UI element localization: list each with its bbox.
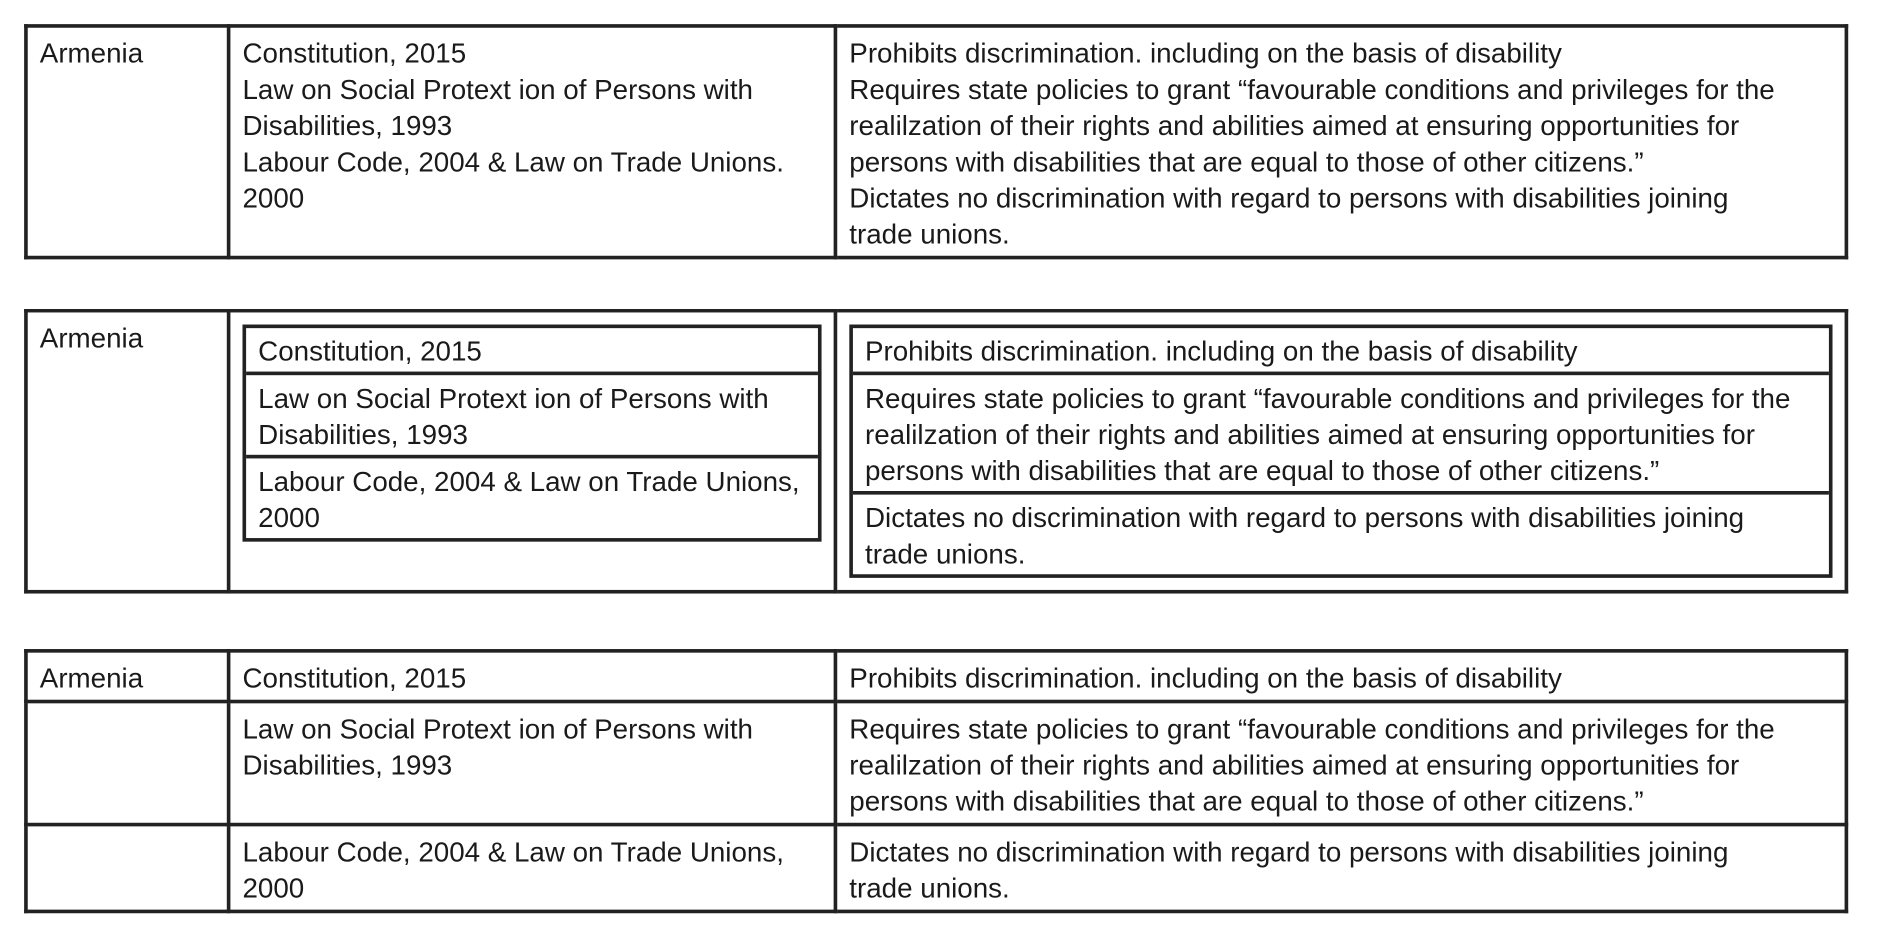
description-line: realilzation of their rights and abilities aimed at ensuring opportunities for: [864, 418, 1755, 450]
law-line: Constitution, 2015: [258, 335, 482, 367]
table-merged-cells: [24, 24, 1848, 259]
description-line: Dictates no discrimination with regard to persons with disabilities joining: [864, 501, 1745, 534]
laws-box-stack: [242, 325, 821, 542]
description-box: [853, 328, 1829, 371]
law-line: 2000: [242, 182, 305, 214]
law-line: 2000: [258, 501, 320, 534]
description-line: Prohibits discrimination. including on the basis of disability: [849, 37, 1562, 69]
description-cell: [835, 825, 1846, 912]
law-line: Labour Code, 2004 & Law on Trade Unions,: [258, 465, 800, 498]
country-cell: [26, 825, 229, 912]
table-separate-rows: [24, 649, 1848, 913]
law-line: 2000: [242, 872, 305, 904]
description-line: persons with disabilities that are equal to those of other citizens.”: [864, 454, 1660, 487]
law-line: Law on Social Protext ion of Persons with: [242, 73, 754, 105]
description-line: Prohibits discrimination. including on the basis of disability: [849, 662, 1562, 694]
country-label: Armenia: [39, 37, 144, 69]
law-line: Constitution, 2015: [242, 662, 467, 694]
description-box: [853, 491, 1829, 574]
table-row: [26, 702, 1846, 825]
description-cell: [835, 702, 1846, 825]
description-box: [853, 372, 1829, 491]
law-line: Law on Social Protext ion of Persons with: [258, 382, 769, 414]
country-cell: [26, 26, 229, 258]
country-cell: [26, 702, 229, 825]
descriptions-box-stack: [849, 325, 1832, 578]
law-box: [246, 328, 818, 371]
descriptions-cell: [835, 311, 1846, 592]
laws-cell: [229, 26, 836, 258]
country-cell: [26, 651, 229, 702]
table-row: [26, 825, 1846, 912]
description-line: realilzation of their rights and abilities aimed at ensuring opportunities for: [849, 749, 1740, 781]
country-label: Armenia: [39, 322, 144, 354]
table-row: [26, 311, 1846, 592]
description-line: Requires state policies to grant “favourable conditions and privileges for the: [864, 382, 1791, 414]
law-cell: [229, 825, 836, 912]
law-cell: [229, 651, 836, 702]
description-line: Prohibits discrimination. including on the basis of disability: [864, 335, 1578, 367]
description-line: trade unions.: [849, 218, 1010, 250]
law-line: Labour Code, 2004 & Law on Trade Unions,: [242, 836, 784, 868]
table-nested-boxes: [24, 309, 1848, 594]
description-line: Requires state policies to grant “favourable conditions and privileges for the: [849, 712, 1775, 745]
description-line: persons with disabilities that are equal to those of other citizens.”: [849, 145, 1644, 178]
law-line: Disabilities, 1993: [242, 749, 453, 781]
description-line: Requires state policies to grant “favourable conditions and privileges for the: [849, 73, 1775, 105]
description-line: Dictates no discrimination with regard to persons with disabilities joining: [849, 182, 1729, 214]
law-line: Constitution, 2015: [242, 37, 467, 69]
law-cell: [229, 702, 836, 825]
table-row: [26, 26, 1846, 258]
country-cell: [26, 311, 229, 592]
country-label: Armenia: [39, 662, 144, 694]
law-line: Disabilities, 1993: [258, 418, 468, 450]
law-line: Labour Code, 2004 & Law on Trade Unions.: [242, 145, 784, 178]
law-line: Disabilities, 1993: [242, 109, 453, 142]
law-box: [246, 372, 818, 455]
law-box: [246, 455, 818, 538]
description-line: realilzation of their rights and abilities aimed at ensuring opportunities for: [849, 109, 1740, 142]
descriptions-cell: [835, 26, 1846, 258]
description-line: Dictates no discrimination with regard to persons with disabilities joining: [849, 836, 1729, 868]
description-line: trade unions.: [849, 872, 1010, 904]
laws-cell: [229, 311, 836, 592]
description-line: persons with disabilities that are equal to those of other citizens.”: [849, 785, 1644, 817]
description-line: trade unions.: [864, 538, 1026, 570]
description-cell: [835, 651, 1846, 702]
law-line: Law on Social Protext ion of Persons with: [242, 712, 754, 745]
table-row: [26, 651, 1846, 702]
